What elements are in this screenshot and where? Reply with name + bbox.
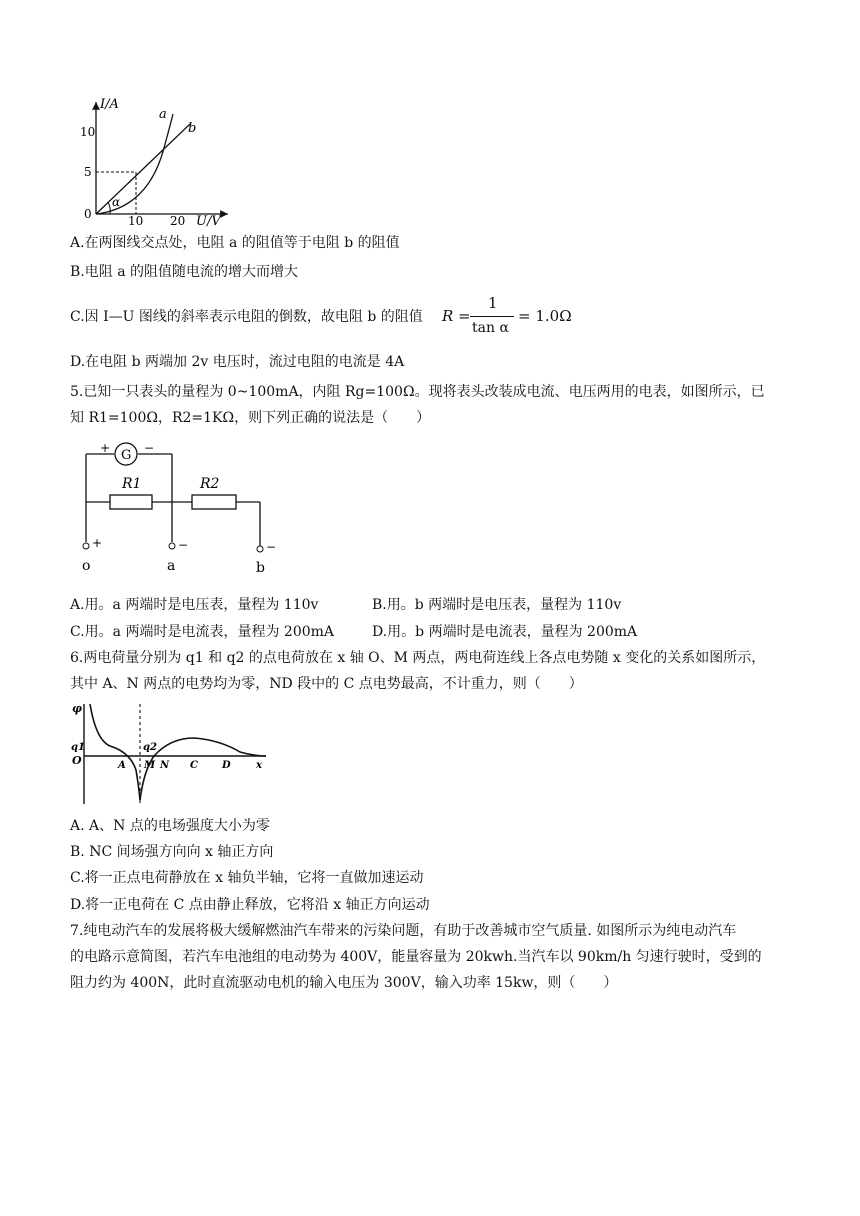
q5-option-a: A.用。a 两端时是电压表，量程为 110v [70,597,319,613]
iu-curve-a [96,114,173,214]
terminal-a-sign: − [178,538,189,552]
meter-minus: − [144,441,155,455]
formula-denominator: tan α [472,320,509,336]
iu-xtick-10: 10 [128,214,144,228]
terminal-o-sign: + [92,536,103,550]
terminal-o [83,543,89,549]
q6-stem-line2: 其中 A、N 两点的电势均为零，ND 段中的 C 点电势最高，不计重力，则（ ） [70,676,583,692]
terminal-a-label: a [167,558,176,574]
q7-line2: 的电路示意简图，若汽车电池组的电动势为 400V，能量容量为 20kwh.当汽车以 90km/h 匀速行驶时，受到的 [70,949,762,965]
iu-xtick-20: 20 [170,214,186,228]
galvanometer-label: G [121,448,132,463]
q6-option-d: D.将一正电荷在 C 点由静止释放，它将沿 x 轴正方向运动 [70,897,430,913]
q4-formula [442,294,582,340]
q2-label: q2 [143,742,157,753]
q6-stem-line1: 6.两电荷量分别为 q1 和 q2 的点电荷放在 x 轴 O、M 两点，两电荷连线上各点电势随 x 变化的关系如图所示， [70,650,766,666]
iu-label-b: b [188,121,197,136]
q6-potential-graph [70,700,270,808]
meter-plus: + [100,441,111,455]
q5-option-c: C.用。a 两端时是电流表，量程为 200mA [70,624,335,640]
iu-ytick-5: 5 [84,165,92,179]
potential-curve-left [90,704,140,800]
q6-option-c: C.将一正点电荷静放在 x 轴负半轴，它将一直做加速运动 [70,870,424,886]
q4-option-a: A.在两图线交点处，电阻 a 的阻值等于电阻 b 的阻值 [70,235,400,251]
point-c-label: C [190,760,198,771]
iu-ytick-0: 0 [84,207,92,221]
point-n-label: N [160,760,170,771]
q5-option-d: D.用。b 两端时是电流表，量程为 200mA [372,624,638,640]
formula-numerator: 1 [488,294,498,312]
formula-bar [470,316,514,317]
point-m-label: M [144,760,156,771]
terminal-o-label: o [82,558,91,574]
phi-label: φ [72,702,82,715]
q4-option-b: B.电阻 a 的阻值随电流的增大而增大 [70,264,298,280]
resistor-r2 [192,495,236,509]
r1-label: R1 [122,476,142,492]
q1-label: q1 [71,742,85,753]
iu-x-label: U/V [196,214,221,228]
resistor-r1 [110,495,152,509]
iu-y-label: I/A [100,97,119,112]
r2-label: R2 [200,476,220,492]
terminal-b [257,546,263,552]
terminal-b-sign: − [266,540,277,554]
q5-stem-line2: 知 R1=100Ω，R2=1KΩ，则下列正确的说法是（ ） [70,410,431,426]
iu-angle-label: α [112,195,121,209]
terminal-b-label: b [256,560,265,576]
iu-curve-b [96,124,190,214]
q5-stem-line1: 5.已知一只表头的量程为 0~100mA，内阻 Rg=100Ω。现将表头改装成电流、电压两用的电表，如图所示，已 [70,384,765,400]
formula-rhs: = 1.0Ω [518,307,572,325]
q4-option-c: C.因 I—U 图线的斜率表示电阻的倒数，故电阻 b 的阻值 [70,309,423,325]
q6-option-b: B. NC 间场强方向向 x 轴正方向 [70,844,274,860]
formula-lhs: R = [442,307,471,325]
x-label: x [256,760,262,771]
q7-line3: 阻力约为 400N，此时直流驱动电机的输入电压为 300V，输入功率 15kw，则（ ） [70,975,618,991]
iu-ytick-10: 10 [80,125,96,139]
q7-line1: 7.纯电动汽车的发展将极大缓解燃油汽车带来的污染问题，有助于改善城市空气质量. 如图所示为纯电动汽车 [70,923,737,939]
iu-label-a: a [159,107,167,122]
iu-graph [78,96,238,228]
q6-option-a: A. A、N 点的电场强度大小为零 [70,818,270,834]
potential-curve-right [140,738,266,800]
terminal-a [169,543,175,549]
q5-option-b: B.用。b 两端时是电压表，量程为 110v [372,597,622,613]
q4-option-d: D.在电阻 b 两端加 2v 电压时，流过电阻的电流是 4A [70,354,405,370]
point-a-label: A [118,760,126,771]
q5-circuit [74,440,284,578]
point-d-label: D [222,760,231,771]
origin-label: O [72,754,82,767]
